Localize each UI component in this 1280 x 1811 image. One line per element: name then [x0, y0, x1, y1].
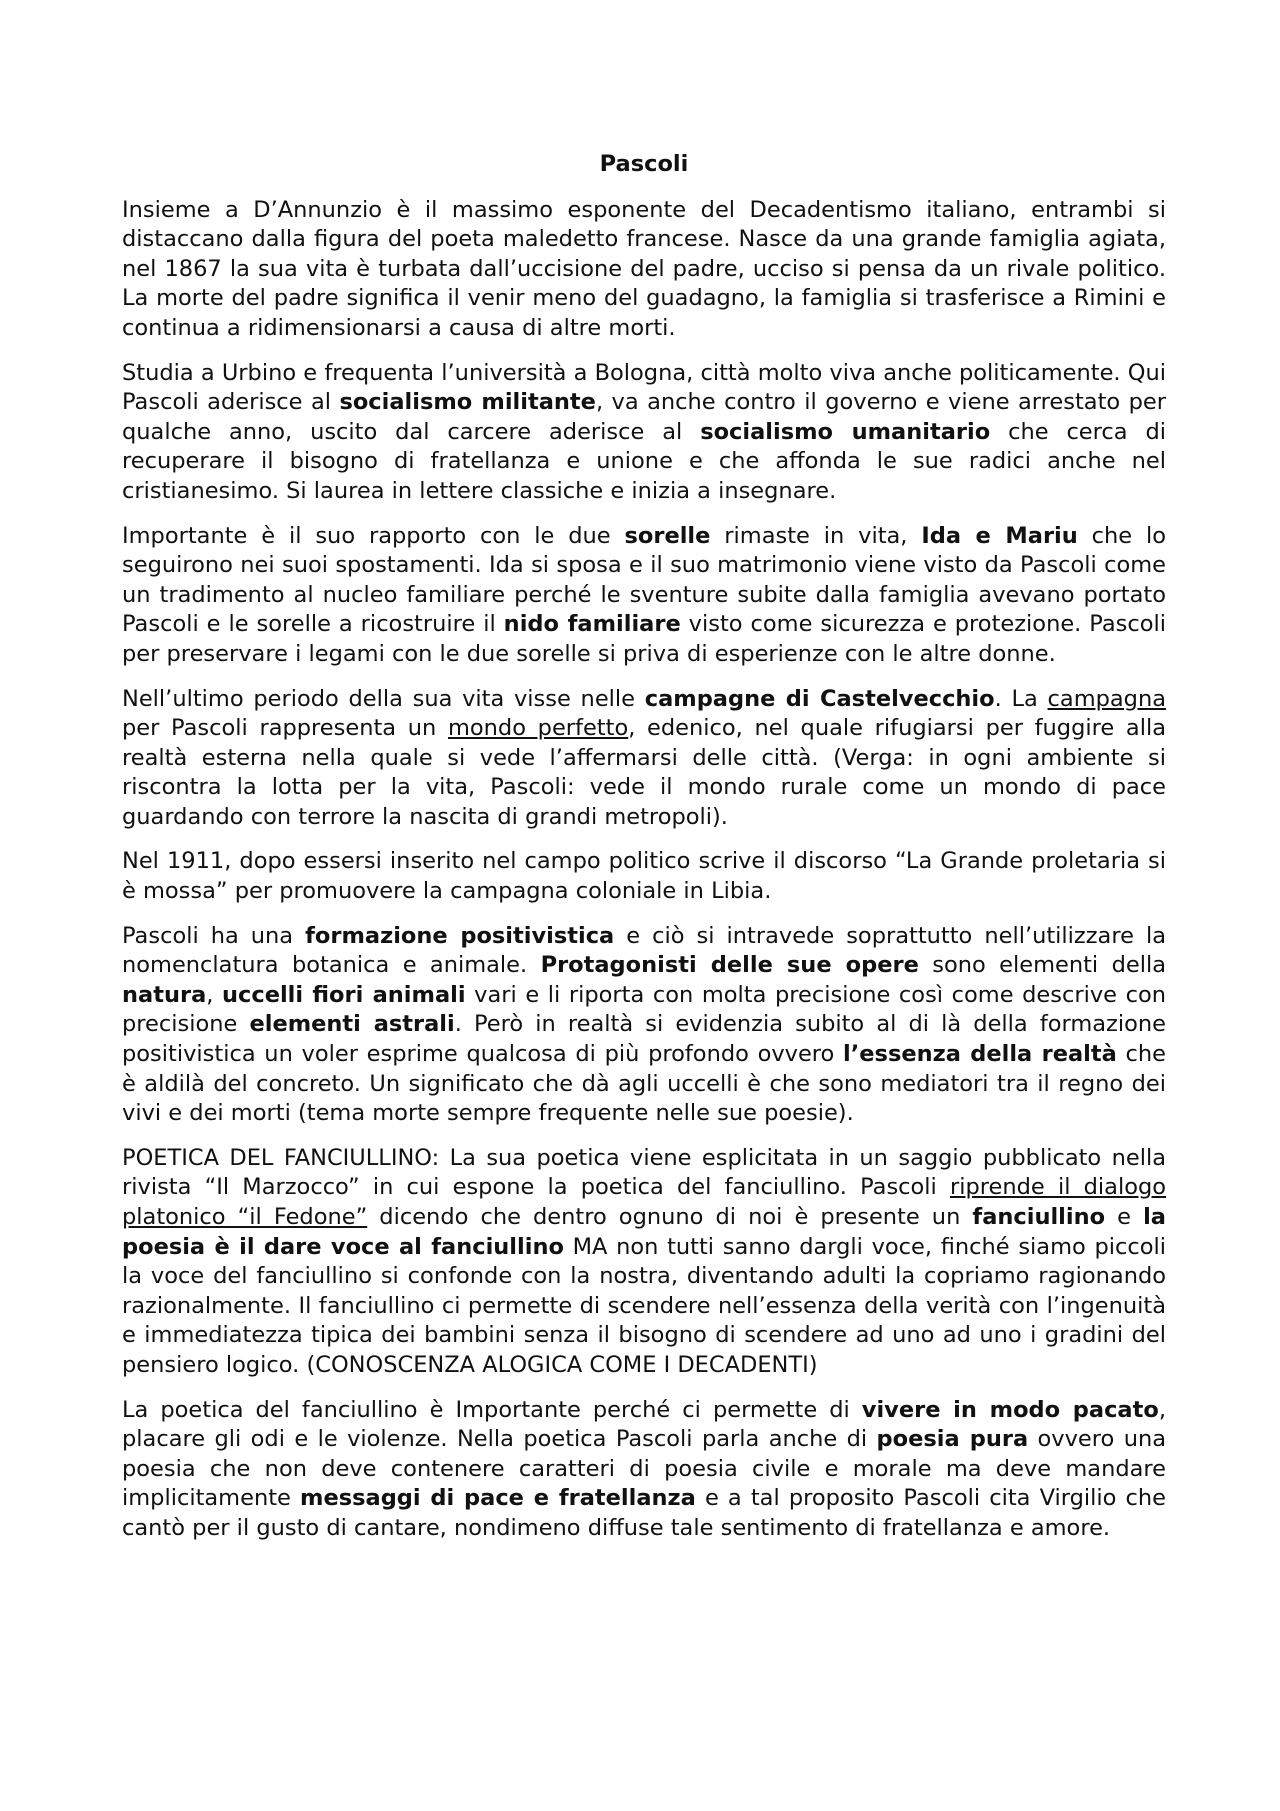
paragraph-castelvecchio — [122, 685, 1166, 833]
bold-term: vivere in modo pacato — [861, 1396, 1159, 1423]
paragraph-pure-poetry — [122, 1396, 1166, 1544]
paragraph-text: dicendo che dentro ognuno di noi è presente un — [367, 1204, 973, 1230]
paragraph-1911 — [122, 847, 1166, 906]
bold-term: campagne di Castelvecchio — [644, 685, 995, 712]
paragraph-text: che è aldilà del concreto. Un significato che dà agli uccelli è che sono mediatori tra il regno dei vivi e dei morti (tema morte sempre frequente nelle sue poesie). — [122, 1041, 1166, 1127]
bold-term: fanciullino — [972, 1204, 1106, 1230]
underlined-term: riprende il dialogo platonico “il Fedone” — [122, 1174, 1167, 1230]
bold-term: formazione positivistica — [305, 922, 615, 949]
paragraph-text: La poetica del fanciullino è Importante perché ci permette di — [122, 1396, 862, 1423]
paragraph-text: e a tal proposito Pascoli cita Virgilio che cantò per il gusto di cantare, nondimeno diffuse tale sentimento di fratellanza e amore. — [122, 1485, 1167, 1541]
underlined-term: campagna — [1047, 685, 1167, 712]
paragraph-text: . La — [994, 685, 1048, 712]
paragraph-text: , edenico, nel quale rifugiarsi per fuggire alla realtà esterna nella quale si vede l’affermarsi delle città. (Verga: in ogni ambiente si riscontra la lotta per la vita, Pascoli: vede il mondo rurale come un mondo di pace guardando con terrore la nascita di grandi metropoli). — [122, 715, 1166, 830]
paragraph-text: Insieme a D’Annunzio è il massimo esponente del Decadentismo italiano, entrambi si distaccano dalla figura del poeta maledetto francese. Nasce da una grande famiglia agiata, nel 1867 la sua vita è turbata dall’uccisione del padre, ucciso si pensa da un rivale politico. La morte del padre significa il venir meno del guadagno, la famiglia si trasferisce a Rimini e continua a ridimensionarsi a causa di altre morti. — [122, 196, 1166, 341]
bold-term: elementi astrali — [249, 1011, 455, 1038]
bold-term: messaggi di pace e fratellanza — [300, 1485, 696, 1512]
bold-term: sorelle — [624, 522, 711, 549]
bold-term: l’essenza della realtà — [843, 1041, 1117, 1068]
paragraph-text: POETICA DEL FANCIULLINO: La sua poetica viene esplicitata in un saggio pubblicato nella rivista “Il Marzocco” in cui espone la poetica del fanciullino. Pascoli — [122, 1144, 1166, 1201]
paragraph-text: ovvero una poesia che non deve contenere caratteri di poesia civile e morale ma deve mandare implicitamente — [122, 1426, 1167, 1512]
bold-term: la poesia è il dare voce al fanciullino — [122, 1204, 1166, 1260]
paragraph-text: per Pascoli rappresenta un — [122, 715, 448, 742]
paragraph-text: MA non tutti sanno dargli voce, finché siamo piccoli la voce del fanciullino si confonde con la nostra, diventando adulti la copriamo ragionando razionalmente. Il fanciullino ci permette di scendere nell’essenza della verità con l’ingenuità e immediatezza tipica dei bambini senza il bisogno di scendere ad uno ad uno i gradini del pensiero logico. (CONOSCENZA ALOGICA COME I DECADENTI) — [122, 1233, 1166, 1378]
bold-term: socialismo militante — [339, 389, 596, 416]
paragraph-text: , placare gli odi e le violenze. Nella poetica Pascoli parla anche di — [122, 1396, 1166, 1453]
paragraph-text: Studia a Urbino e frequenta l’università a Bologna, città molto viva anche politicamente. Qui Pascoli aderisce al — [122, 359, 1166, 416]
bold-term: natura — [122, 981, 207, 1008]
paragraph-text: che cerca di recuperare il bisogno di fratellanza e unione e che affonda le sue radici anche nel cristianesimo. Si laurea in lettere classiche e inizia a insegnare. — [122, 418, 1167, 504]
paragraph-positivism — [122, 922, 1166, 1129]
paragraph-text: e ciò si intravede soprattutto nell’utilizzare la nomenclatura botanica e animale. — [122, 922, 1167, 979]
bold-term: socialismo umanitario — [700, 418, 991, 445]
document-page — [122, 150, 1166, 1559]
paragraph-biography — [122, 196, 1166, 344]
document-title: Pascoli — [599, 151, 689, 177]
paragraph-text: , va anche contro il governo e viene arrestato per qualche anno, uscito dal carcere aderisce al — [122, 389, 1166, 445]
bold-term: Ida e Mariu — [921, 522, 1078, 549]
paragraph-text: Importante è il suo rapporto con le due — [122, 522, 625, 549]
paragraph-text: e — [1105, 1204, 1144, 1230]
paragraph-text: sono elementi della — [918, 952, 1166, 979]
bold-term: poesia pura — [876, 1426, 1029, 1453]
bold-term: uccelli fiori animali — [222, 981, 466, 1008]
paragraph-sisters — [122, 522, 1166, 670]
bold-term: nido familiare — [503, 611, 681, 638]
paragraph-studies — [122, 359, 1166, 507]
underlined-term: mondo perfetto — [447, 715, 629, 742]
paragraph-fanciullino — [122, 1144, 1166, 1381]
paragraph-text: visto come sicurezza e protezione. Pascoli per preservare i legami con le due sorelle si priva di esperienze con le altre donne. — [122, 611, 1166, 667]
bold-term: Protagonisti delle sue opere — [540, 952, 919, 979]
paragraph-text: Nel 1911, dopo essersi inserito nel campo politico scrive il discorso “La Grande proletaria si è mossa” per promuovere la campagna coloniale in Libia. — [122, 848, 1166, 905]
paragraph-text: rimaste in vita, — [710, 522, 922, 549]
paragraph-text: che lo seguirono nei suoi spostamenti. Ida si sposa e il suo matrimonio viene visto da Pascoli come un tradimento al nucleo familiare perché le sventure subite dalla famiglia avevano portato Pascoli e le sorelle a ricostruire il — [122, 522, 1166, 638]
paragraph-text: vari e li riporta con molta precisione così come descrive con precisione — [122, 981, 1166, 1038]
paragraph-text: Pascoli ha una — [122, 922, 306, 949]
paragraph-text: , — [206, 981, 223, 1008]
paragraph-text: Nell’ultimo periodo della sua vita visse nelle — [122, 685, 645, 712]
paragraph-text: . Però in realtà si evidenzia subito al di là della formazione positivistica un voler esprime qualcosa di più profondo ovvero — [122, 1011, 1166, 1068]
